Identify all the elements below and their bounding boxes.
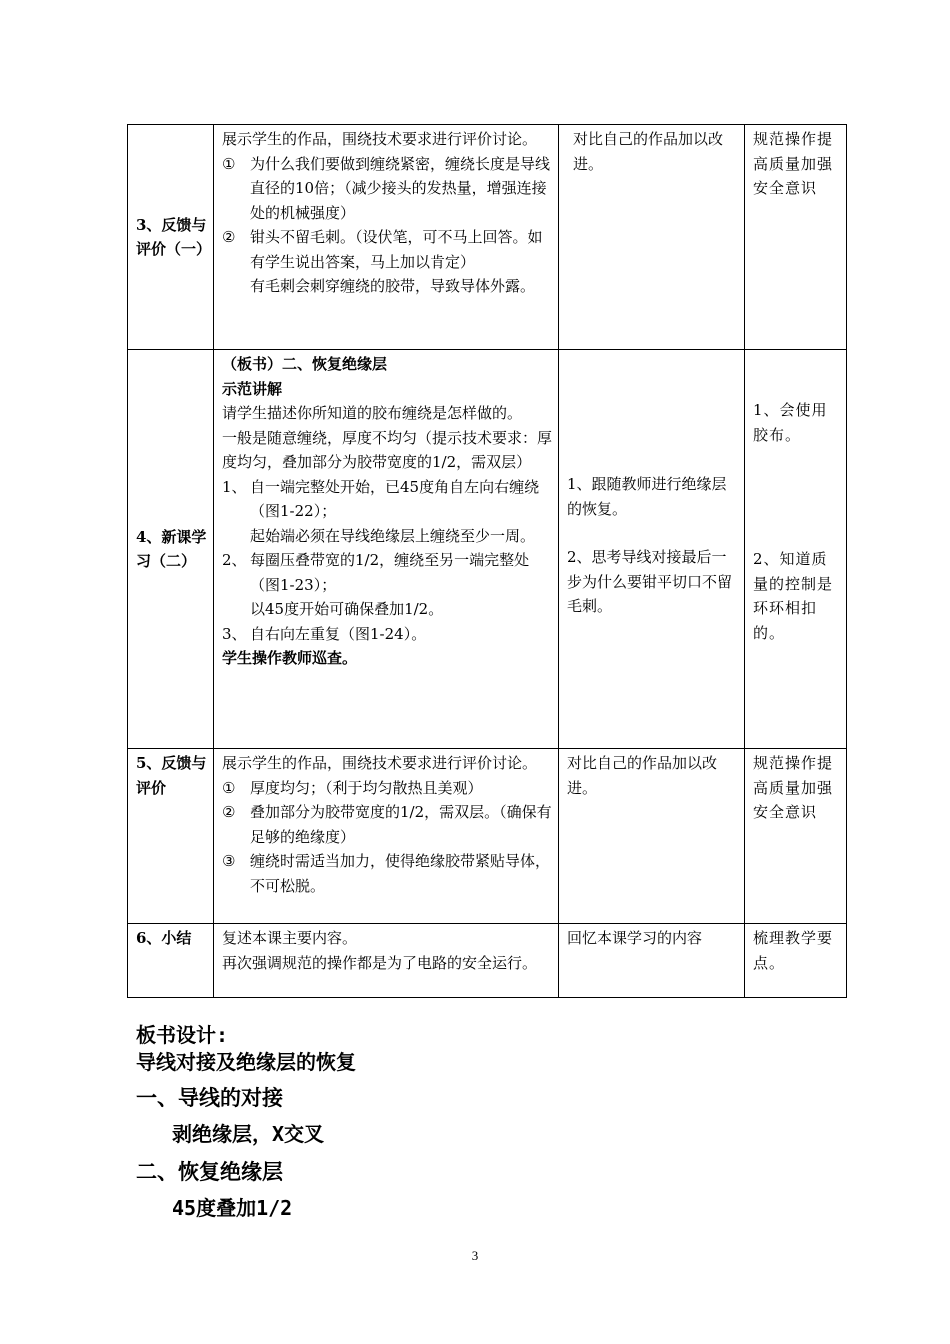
list-item: 2、 每圈压叠带宽的1/2，缠绕至另一端完整处（图1-23）；	[222, 551, 530, 594]
demo-subheading: 示范讲解	[222, 379, 283, 398]
board-section-1-content: 剥绝缘层，X交叉	[172, 1122, 325, 1146]
lesson-plan-table	[127, 124, 847, 998]
board-design-title: 导线对接及绝缘层的恢复	[136, 1050, 356, 1074]
design-intent-cell: 梳理教学要点。	[745, 924, 847, 998]
design-intent-cell: 规范操作提高质量加强安全意识	[745, 125, 847, 350]
board-heading: （板书）二、恢复绝缘层	[222, 355, 388, 373]
table-row	[128, 924, 847, 998]
activity-text: 再次强调规范的操作都是为了电路的安全运行。	[222, 953, 538, 972]
student-activity-cell: 1、跟随教师进行绝缘层的恢复。 2、思考导线对接最后一步为什么要钳平切口不留毛刺。	[559, 350, 745, 749]
stage-cell: 4、新课学习（二）	[128, 350, 214, 749]
activity-note: 起始端必须在导线绝缘层上缠绕至少一周。	[250, 526, 536, 545]
teacher-activity-cell	[214, 924, 559, 998]
design-intent-cell: 规范操作提高质量加强安全意识	[745, 749, 847, 924]
board-design-label: 板书设计:	[136, 1023, 229, 1047]
stage-cell: 6、小结	[128, 924, 214, 998]
design-intent-cell: 1、会使用胶布。 2、知道质量的控制是环环相扣的。	[745, 350, 847, 749]
student-activity-cell: 对比自己的作品加以改进。	[559, 125, 745, 350]
list-item: ① 厚度均匀；（利于均匀散热且美观）	[222, 778, 483, 797]
activity-text: 展示学生的作品，围绕技术要求进行评价讨论。	[222, 130, 538, 148]
list-item: 3、 自右向左重复（图1-24）。	[222, 624, 427, 643]
activity-note: 有毛刺会刺穿缠绕的胶带，导致导体外露。	[250, 277, 536, 295]
board-design	[136, 1022, 356, 1232]
closing-text: 学生操作教师巡查。	[222, 649, 358, 667]
stage-cell: 3、反馈与评价（一）	[128, 125, 214, 350]
table-row	[128, 749, 847, 924]
activity-text: 一般是随意缠绕，厚度不均匀（提示技术要求：厚度均匀，叠加部分为胶带宽度的1/2，需双层）	[222, 428, 553, 471]
teacher-activity-cell	[214, 125, 559, 350]
stage-cell: 5、反馈与评价	[128, 749, 214, 924]
student-activity-cell: 回忆本课学习的内容	[559, 924, 745, 998]
activity-text: 展示学生的作品，围绕技术要求进行评价讨论。	[222, 754, 538, 772]
teacher-activity-cell	[214, 350, 559, 749]
activity-note: 以45度开始可确保叠加1/2。	[250, 600, 444, 618]
board-section-2-content: 45度叠加1/2	[172, 1196, 293, 1220]
table-row	[128, 350, 847, 749]
teacher-activity-cell	[214, 749, 559, 924]
list-item: 1、 自一端完整处开始，已45度角自左向右缠绕（图1-22）；	[222, 477, 540, 520]
board-section-2: 二、恢复绝缘层	[136, 1160, 283, 1184]
student-activity-cell: 对比自己的作品加以改进。	[559, 749, 745, 924]
list-item: ① 为什么我们要做到缠绕紧密，缠绕长度是导线直径的10倍；（减少接头的发热量，增强连接处的机械强度）	[222, 154, 551, 222]
board-section-1: 一、导线的对接	[136, 1086, 283, 1110]
activity-text: 请学生描述你所知道的胶布缠绕是怎样做的。	[222, 404, 523, 422]
list-item: ② 叠加部分为胶带宽度的1/2，需双层。（确保有足够的绝缘度）	[222, 803, 552, 846]
list-item: ③ 缠绕时需适当加力，使得绝缘胶带紧贴导体，不可松脱。	[222, 852, 551, 895]
page-number: 3	[471, 1248, 479, 1263]
list-item: ② 钳头不留毛刺。（设伏笔，可不马上回答。如有学生说出答案，马上加以肯定）	[222, 228, 543, 271]
activity-text: 复述本课主要内容。	[222, 929, 358, 947]
table-row	[128, 125, 847, 350]
